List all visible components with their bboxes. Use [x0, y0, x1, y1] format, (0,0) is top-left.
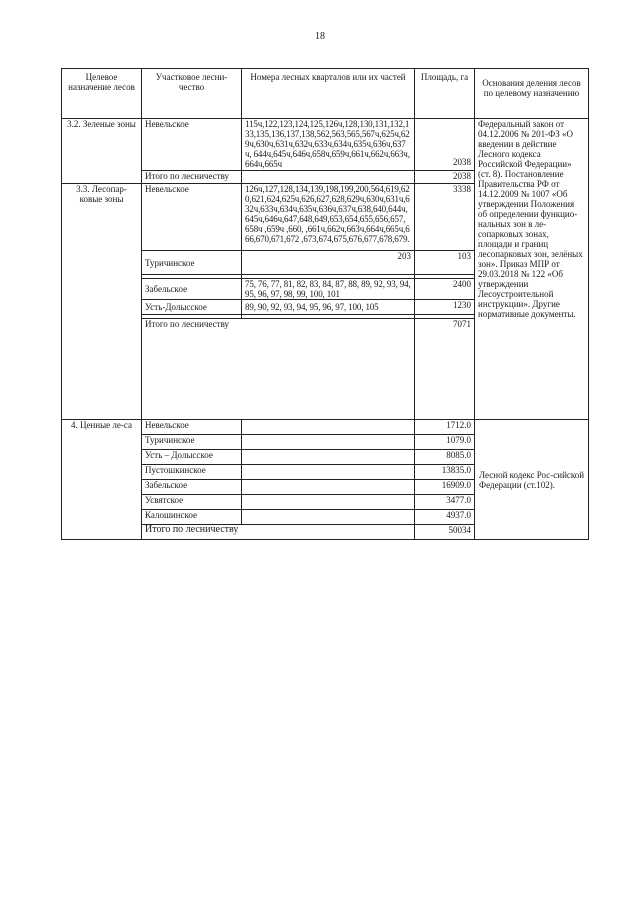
table-row [62, 420, 589, 435]
area-value: 16909.0 [415, 480, 475, 495]
area-value: 8085.0 [415, 450, 475, 465]
header-row [62, 69, 589, 119]
forestry-name: Усвятское [142, 495, 242, 510]
forest-purpose-table [61, 68, 589, 540]
forestry-name: Невельское [142, 420, 242, 435]
total-label: Итого по лесничеству [142, 525, 415, 540]
area-value: 2038 [415, 119, 475, 171]
forestry-name: Невельское [142, 184, 242, 251]
basis-text-2: Лесной кодекс Рос-сийской Федерации (ст.102). [475, 420, 589, 540]
forestry-name: Туричинское [142, 251, 242, 275]
header-forestry: Участковое лесни-чество [142, 69, 242, 119]
forestry-name: Забельское [142, 480, 242, 495]
forestry-name: Забельское [142, 279, 242, 300]
total-area: 7071 [415, 319, 475, 420]
total-label: Итого по лесничеству [142, 319, 415, 420]
area-value: 1079.0 [415, 435, 475, 450]
header-area: Площадь, га [415, 69, 475, 119]
purpose-park-zones: 3.3. Лесопар-ковые зоны [62, 184, 142, 420]
area-value: 1230 [415, 300, 475, 315]
total-area: 50034 [415, 525, 475, 540]
forestry-name: Пустошкинское [142, 465, 242, 480]
area-value: 103 [415, 251, 475, 275]
purpose-valuable-forests: 4. Ценные ле-са [62, 420, 142, 540]
quarters-empty [242, 171, 415, 184]
area-value: 1712.0 [415, 420, 475, 435]
total-label: Итого по лесничеству [142, 171, 242, 184]
forestry-name: Туричинское [142, 435, 242, 450]
quarters-list: 75, 76, 77, 81, 82, 83, 84, 87, 88, 89, 92, 93, 94, 95, 96, 97, 98, 99, 100, 101 [242, 279, 415, 300]
quarters-list: 203 [242, 251, 415, 275]
area-value: 3338 [415, 184, 475, 251]
header-basis: Основания деления лесов по целевому назначению [475, 69, 589, 119]
page-number: 18 [315, 31, 325, 42]
area-value: 13835.0 [415, 465, 475, 480]
table-row [62, 119, 589, 171]
header-purpose: Целевое назначение лесов [62, 69, 142, 119]
area-value: 4937.0 [415, 510, 475, 525]
purpose-green-zones: 3.2. Зеленые зоны [62, 119, 142, 184]
total-area: 2038 [415, 171, 475, 184]
quarters-list: 115ч,122,123,124,125,126ч,128,130,131,132,133,135,136,137,138,562,563,565,567ч,625ч,629ч,630ч,631ч,632ч,633ч,634ч,635ч,636ч,637ч, 644ч,645ч,646ч,658ч,659ч,661ч,662ч,663ч,664ч,665ч [242, 119, 415, 171]
quarters-list: 89, 90, 92, 93, 94, 95, 96, 97, 100, 105 [242, 300, 415, 315]
header-quarters: Номера лесных кварталов или их частей [242, 69, 415, 119]
forestry-name: Усть – Долысское [142, 450, 242, 465]
quarters-list: 126ч,127,128,134,139,198,199,200,564,619,620,621,624,625ч,626,627,628,629ч,630ч,631ч,632ч,633ч,634ч,635ч,636ч,637ч,638,640,644ч,645ч,646ч,647,648,649,653,654,655,656,657, 658ч ,659ч ,660, ,661ч,662ч,663ч,664ч,665ч,666,670,671,672 ,673,674,675,676,677,678,679. [242, 184, 415, 251]
forestry-name: Калошинское [142, 510, 242, 525]
forestry-name: Усть-Долысское [142, 300, 242, 315]
area-value: 3477.0 [415, 495, 475, 510]
forestry-name: Невельское [142, 119, 242, 171]
basis-text-1: Федеральный закон от 04.12.2006 № 201-ФЗ «О введении в действие Лесного кодекса Российской Федерации» (ст. 8). Постановление Правительства РФ от 14.12.2009 № 1007 «Об утверждении Положения об определении функцио-нальных зон в ле-сопарковых зонах, площади и границ лесопарковых зон, зелёных зон». Приказ МПР от 29.03.2018 № 122 «Об утверждении Лесоустроительной инструкции». Другие нормативные документы. [475, 119, 589, 420]
area-value: 2400 [415, 279, 475, 300]
